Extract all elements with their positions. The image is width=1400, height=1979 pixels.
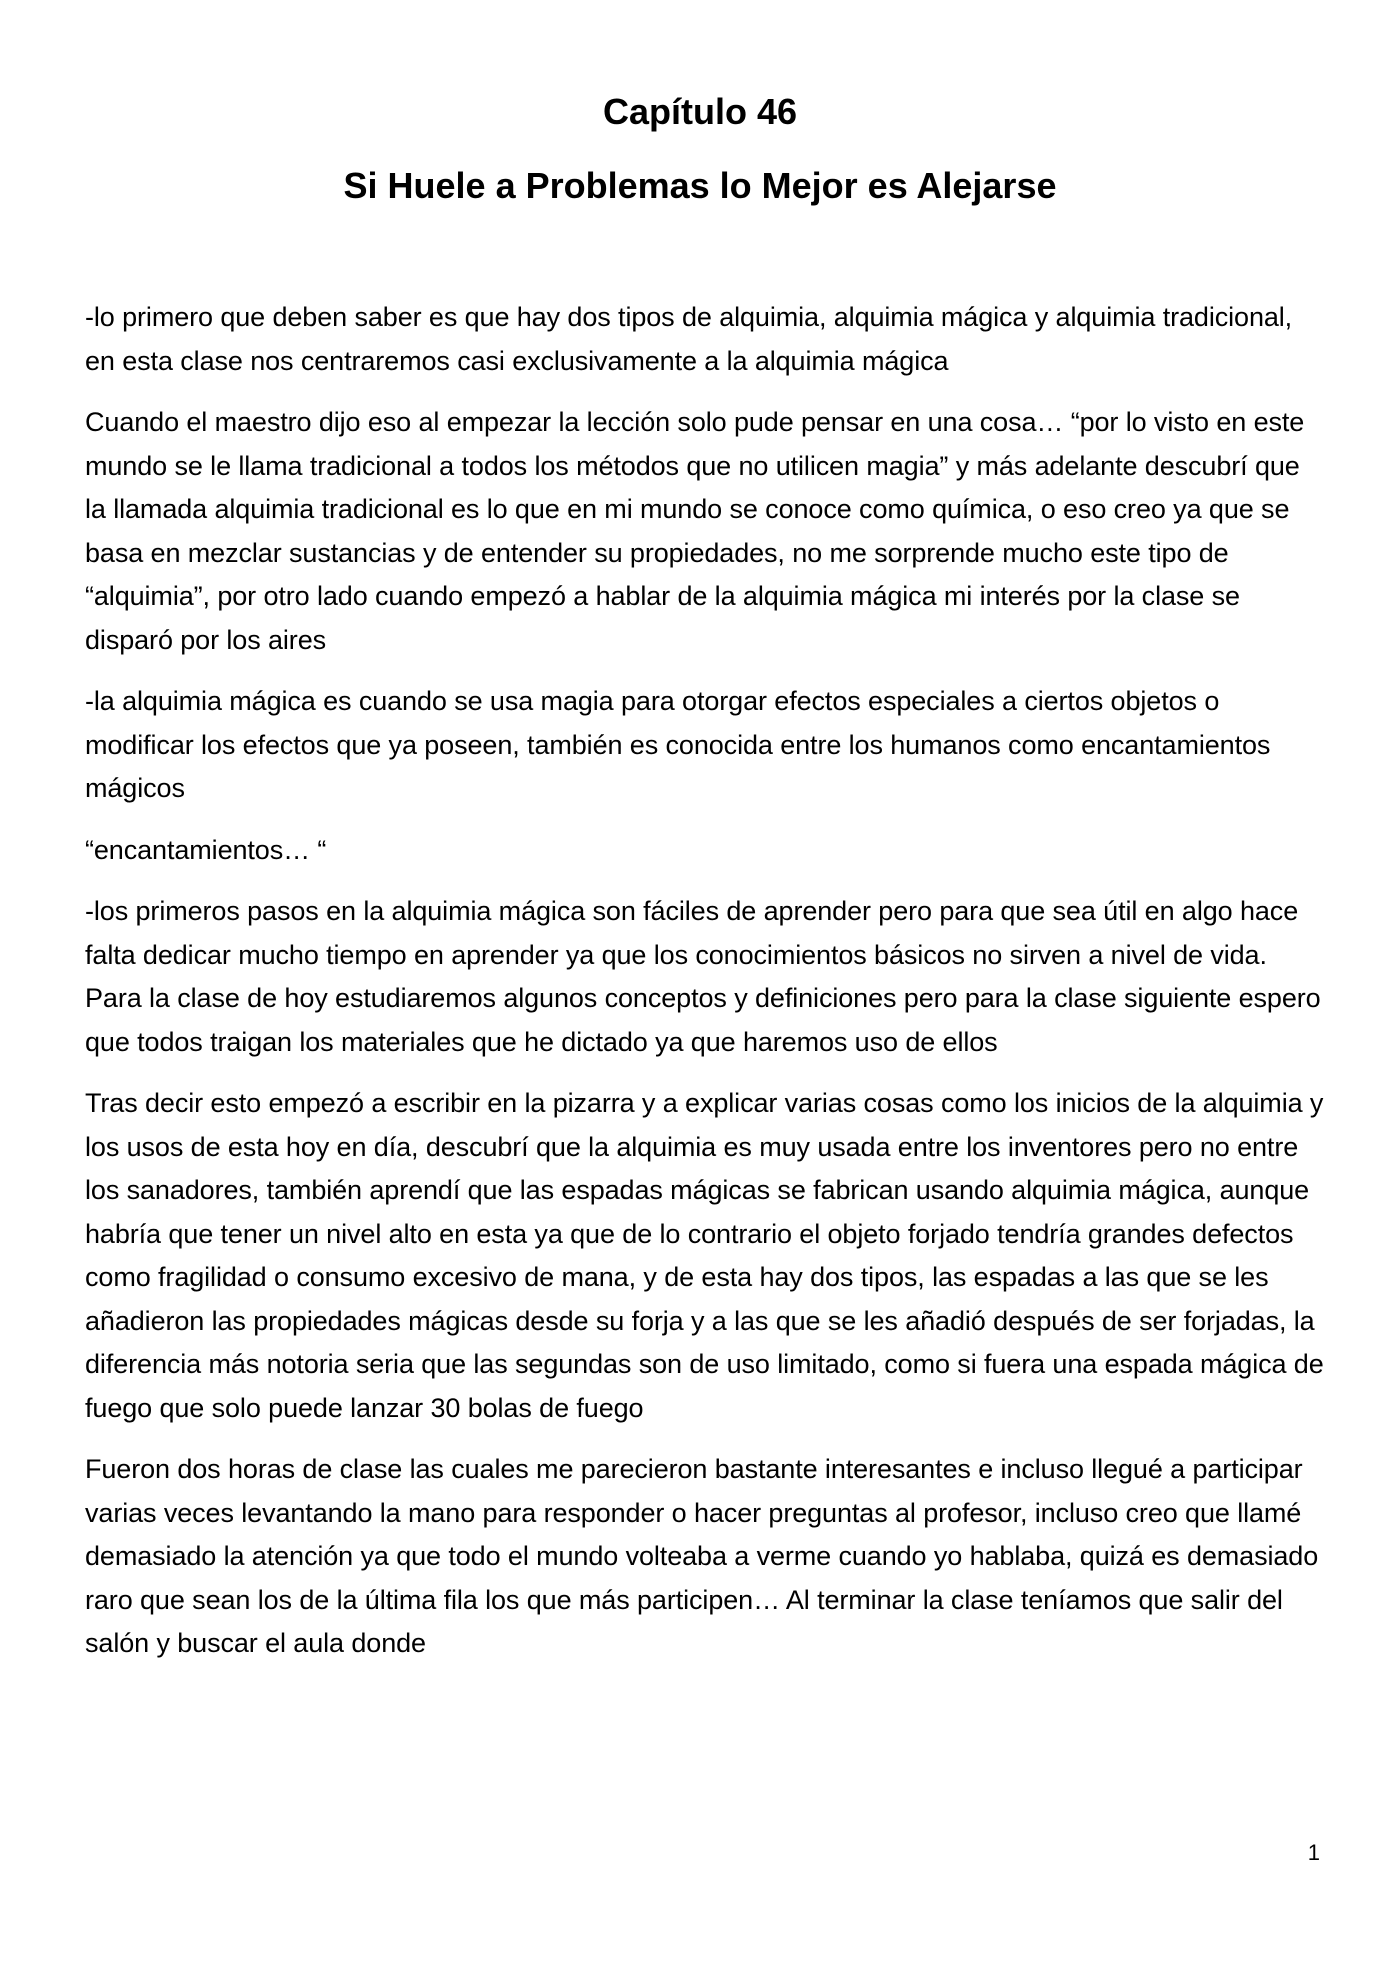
paragraph: “encantamientos… “ [85,834,327,865]
paragraph: -los primeros pasos en la alquimia mágica son fáciles de aprender pero para que sea útil en algo hace falta dedicar mucho tiempo en aprender ya que los conocimientos básicos no sirven a nivel de vida. Para la clase de hoy estudiaremos algunos conceptos y definiciones pero para la clase siguiente espero que todos traigan los materiales que he dictado ya que haremos uso de ellos [85,896,1321,1057]
paragraph: -la alquimia mágica es cuando se usa magia para otorgar efectos especiales a ciertos objetos o modificar los efectos que ya poseen, también es conocida entre los humanos como encantamientos mágicos [85,686,1271,803]
chapter-title: Si Huele a Problemas lo Mejor es Alejarse [343,165,1057,206]
paragraph: Tras decir esto empezó a escribir en la pizarra y a explicar varias cosas como los inicios de la alquimia y los usos de esta hoy en día, descubrí que la alquimia es muy usada entre los inventores pero no entre los sanadores, también aprendí que las espadas mágicas se fabrican usando alquimia mágica, aunque habría que tener un nivel alto en esta ya que de lo contrario el objeto forjado tendría grandes defectos como fragilidad o consumo excesivo de mana, y de esta hay dos tipos, las espadas a las que se les añadieron las propiedades mágicas desde su forja y a las que se les añadió después de ser forjadas, la diferencia más notoria seria que las segundas son de uso limitado, como si fuera una espada mágica de fuego que solo puede lanzar 30 bolas de fuego [85,1088,1324,1423]
paragraph: Cuando el maestro dijo eso al empezar la lección solo pude pensar en una cosa… “por lo visto en este mundo se le llama tradicional a todos los métodos que no utilicen magia” y más adelante descubrí que la llamada alquimia tradicional es lo que en mi mundo se conoce como química, o eso creo ya que se basa en mezclar sustancias y de entender su propiedades, no me sorprende mucho este tipo de “alquimia”, por otro lado cuando empezó a hablar de la alquimia mágica mi interés por la clase se disparó por los aires [85,407,1305,655]
chapter-heading [0,86,1400,212]
chapter-body [85,296,1325,1684]
chapter-number: Capítulo 46 [602,91,798,132]
paragraph: Fueron dos horas de clase las cuales me parecieron bastante interesantes e incluso llegué a participar varias veces levantando la mano para responder o hacer preguntas al profesor, incluso creo que llamé demasiado la atención ya que todo el mundo volteaba a verme cuando yo hablaba, quizá es demasiado raro que sean los de la última fila los que más participen… Al terminar la clase teníamos que salir del salón y buscar el aula donde [85,1454,1319,1658]
page-number: 1 [1307,1840,1320,1865]
paragraph: -lo primero que deben saber es que hay dos tipos de alquimia, alquimia mágica y alquimia tradicional, en esta clase nos centraremos casi exclusivamente a la alquimia mágica [85,302,1293,376]
